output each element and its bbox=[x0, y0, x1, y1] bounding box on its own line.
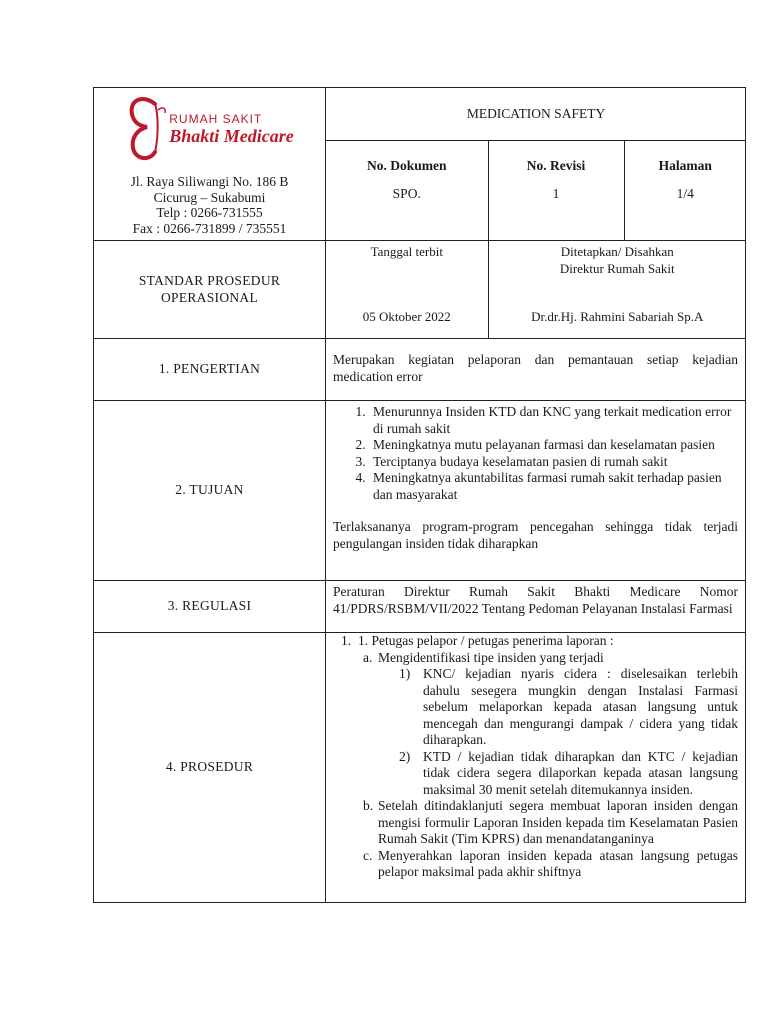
page-number-label: Halaman bbox=[658, 157, 712, 173]
sub-letter: a. bbox=[363, 649, 373, 665]
sub-a1-text: KNC/ kejadian nyaris cidera : diselesaikan terlebih dahulu sesegera mungkin dengan Instalasi Farmasi sebelum melaporkan kepada atasan langsung untuk mencegah dan mengurangi dampak / cidera yang tidak diharapkan. bbox=[423, 666, 738, 747]
issue-approval-cell bbox=[326, 241, 746, 339]
section-label-prosedur: 4. PROSEDUR bbox=[94, 633, 326, 903]
address-line: Cicurug – Sukabumi bbox=[153, 189, 266, 205]
document-info-table bbox=[326, 88, 746, 240]
section-label-regulasi: 3. REGULASI bbox=[94, 581, 326, 633]
prosedur-item-1 bbox=[333, 633, 738, 650]
sub-number: 1) bbox=[399, 666, 411, 681]
list-item: 1. Menurunnya Insiden KTD dan KNC yang terkait medication error di rumah sakit bbox=[369, 404, 738, 437]
sub-b-text: Setelah ditindaklanjuti segera membuat laporan insiden dengan mengisi formulir Laporan Insiden kepada tim Keselamatan Pasien Rumah Sakit (Tim KPRS) dan menandatanganinya bbox=[378, 798, 738, 846]
hospital-logo bbox=[94, 94, 325, 164]
address-line: Jl. Raya Siliwangi No. 186 B bbox=[130, 174, 289, 189]
sub-letter: b. bbox=[363, 798, 374, 813]
logo-name: Bhakti Medicare bbox=[169, 126, 294, 146]
pengertian-text: Merupakan kegiatan pelaporan dan pemantauan setiap kejadian medication error bbox=[333, 352, 738, 384]
butterfly-logo-icon bbox=[125, 96, 167, 162]
sub-a2-text: KTD / kejadian tidak diharapkan dan KTC / kejadian tidak cidera segera dilaporkan kepada atasan langsung maksimal 30 menit setelah ditemukannya insiden. bbox=[423, 748, 738, 797]
approval-cell bbox=[488, 241, 746, 338]
doc-number-value: SPO. bbox=[392, 186, 421, 201]
sub-number: 2) bbox=[399, 748, 411, 764]
sub-letter: c. bbox=[363, 847, 373, 863]
revision-number-label: No. Revisi bbox=[526, 157, 586, 173]
spo-label-line2: OPERASIONAL bbox=[160, 289, 259, 305]
approval-label-line2: Direktur Rumah Sakit bbox=[559, 260, 675, 276]
regulasi-content bbox=[326, 581, 746, 633]
section-label-pengertian: 1. PENGERTIAN bbox=[94, 339, 326, 401]
page-number-value: 1/4 bbox=[676, 186, 694, 201]
tujuan-list bbox=[333, 404, 738, 503]
doc-number-cell bbox=[326, 140, 488, 240]
prosedur-content bbox=[326, 633, 746, 903]
page-number-cell bbox=[624, 140, 746, 240]
regulasi-text: Peraturan Direktur Rumah Sakit Bhakti Medicare Nomor 41/PDRS/RSBM/VII/2022 Tentang Pedoman Pelayanan Instalasi Farmasi bbox=[333, 584, 738, 616]
spo-label-line1: STANDAR PROSEDUR bbox=[138, 273, 281, 288]
phone-line: Telp : 0266-731555 bbox=[156, 205, 263, 220]
sub-c-text: Menyerahkan laporan insiden kepada atasan langsung petugas pelapor maksimal pada akhir shiftnya bbox=[378, 847, 738, 879]
prosedur-item-1-text: 1. Petugas pelapor / petugas penerima laporan : bbox=[358, 633, 614, 648]
logo-subtitle: RUMAH SAKIT bbox=[169, 112, 263, 126]
list-item: 2. Meningkatnya mutu pelayanan farmasi dan keselamatan pasien bbox=[369, 437, 738, 454]
prosedur-sub-a bbox=[363, 650, 738, 667]
prosedur-sub-b bbox=[363, 798, 738, 848]
issue-date-label: Tanggal terbit bbox=[370, 244, 443, 259]
revision-number-value: 1 bbox=[552, 186, 560, 201]
list-number: 1. bbox=[341, 633, 352, 648]
prosedur-sub-a2 bbox=[399, 749, 738, 799]
section-label-tujuan: 2. TUJUAN bbox=[94, 401, 326, 581]
document-info-cell bbox=[326, 88, 746, 241]
issue-date-cell bbox=[326, 241, 488, 338]
director-name: Dr.dr.Hj. Rahmini Sabariah Sp.A bbox=[531, 309, 704, 324]
hospital-address bbox=[94, 174, 325, 236]
spo-document-table bbox=[93, 87, 746, 903]
prosedur-sub-c bbox=[363, 848, 738, 881]
revision-number-cell bbox=[488, 140, 624, 240]
list-item: 3. Terciptanya budaya keselamatan pasien di rumah sakit bbox=[369, 454, 738, 471]
approval-label-line1: Ditetapkan/ Disahkan bbox=[560, 244, 674, 259]
prosedur-sub-a1 bbox=[399, 666, 738, 749]
hospital-identity-cell bbox=[94, 88, 326, 241]
fax-line: Fax : 0266-731899 / 735551 bbox=[132, 220, 287, 236]
sub-a-text: Mengidentifikasi tipe insiden yang terjadi bbox=[378, 649, 604, 665]
tujuan-content bbox=[326, 401, 746, 581]
pengertian-content bbox=[326, 339, 746, 401]
tujuan-closing-text: Terlaksananya program-program pencegahan sehingga tidak terjadi pengulangan insiden tidak diharapkan bbox=[333, 519, 738, 551]
doc-number-label: No. Dokumen bbox=[366, 157, 447, 173]
document-title: MEDICATION SAFETY bbox=[326, 88, 746, 140]
issue-approval-table bbox=[326, 241, 746, 338]
issue-date-value: 05 Oktober 2022 bbox=[362, 309, 451, 324]
spo-label-cell bbox=[94, 241, 326, 339]
list-item: 4. Meningkatnya akuntabilitas farmasi rumah sakit terhadap pasien dan masyarakat bbox=[369, 470, 738, 503]
